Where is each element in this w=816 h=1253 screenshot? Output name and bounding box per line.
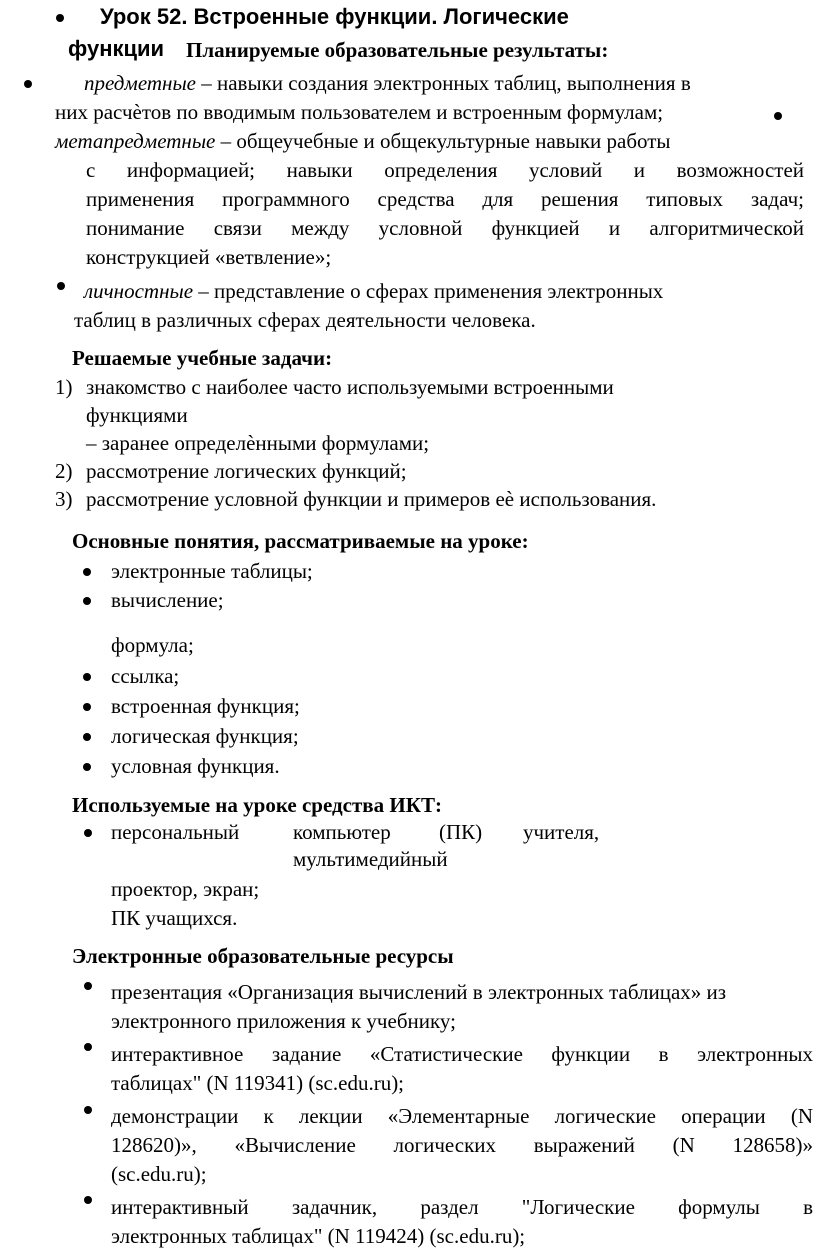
resource-2-line1: интерактивное задание «Статистические функции в электронных xyxy=(111,1042,813,1066)
bullet-icon xyxy=(83,763,91,771)
subject-results-line2: них расчѐтов по вводимым пользователем и встроенным формулам; xyxy=(55,100,664,124)
bullet-icon xyxy=(774,112,782,120)
concepts-heading: Основные понятия, рассматриваемые на уроке: xyxy=(72,529,529,553)
task-1-line1: знакомство с наиболее часто используемыми встроенными xyxy=(86,375,614,399)
resource-3-line1: демонстрации к лекции «Элементарные логические операции (N xyxy=(111,1104,813,1128)
meta-results-line2: с информацией; навыки определения условий и возможностей xyxy=(86,158,804,182)
task-2-number: 2) xyxy=(55,459,73,483)
resource-4-line1: интерактивный задачник, раздел "Логические формулы в xyxy=(111,1195,813,1219)
bullet-icon xyxy=(83,703,91,711)
concept-item: встроенная функция; xyxy=(111,694,300,718)
task-1-number: 1) xyxy=(55,375,73,399)
concept-item: ссылка; xyxy=(111,664,180,688)
subject-term: предметные xyxy=(84,71,196,95)
lesson-title-line1: Урок 52. Встроенные функции. Логические xyxy=(100,4,569,29)
resource-3-line2: 128620)», «Вычисление логических выражений (N 128658)» xyxy=(111,1133,813,1157)
resource-1-line2: электронного приложения к учебнику; xyxy=(111,1009,456,1033)
resource-3-line3: (sc.edu.ru); xyxy=(111,1162,207,1186)
ict-heading: Используемые на уроке средства ИКТ: xyxy=(72,793,442,817)
ict-word: компьютер xyxy=(293,820,391,844)
meta-results-line1: метапредметные – общеучебные и общекультурные навыки работы xyxy=(55,129,671,153)
bullet-icon xyxy=(84,1196,92,1204)
task-3-text: рассмотрение условной функции и примеров еѐ использования. xyxy=(86,487,657,511)
concept-item: электронные таблицы; xyxy=(111,559,313,583)
personal-term: личностные xyxy=(84,279,194,303)
meta-term: метапредметные xyxy=(55,129,216,153)
bullet-icon xyxy=(83,733,91,741)
personal-results-line1: личностные – представление о сферах применения электронных xyxy=(84,279,664,303)
bullet-icon xyxy=(84,982,92,990)
task-2-text: рассмотрение логических функций; xyxy=(86,459,407,483)
subject-results-line1: предметные – навыки создания электронных таблиц, выполнения в xyxy=(84,71,691,95)
concept-item: условная функция. xyxy=(111,754,280,778)
ict-line3: проектор, экран; xyxy=(111,877,260,901)
concept-item: логическая функция; xyxy=(111,724,299,748)
resources-heading: Электронные образовательные ресурсы xyxy=(72,944,454,968)
bullet-icon xyxy=(24,80,32,88)
ict-word: персональный xyxy=(111,820,240,844)
resource-4-line2: электронных таблицах" (N 119424) (sc.edu.ru); xyxy=(111,1224,526,1248)
bullet-icon xyxy=(83,568,91,576)
ict-word: (ПК) xyxy=(439,820,483,844)
bullet-icon xyxy=(84,1106,92,1114)
bullet-icon xyxy=(57,282,65,290)
meta-results-line3: применения программного средства для решения типовых задач; xyxy=(86,187,804,211)
bullet-icon xyxy=(84,829,92,837)
resource-1-line1: презентация «Организация вычислений в электронных таблицах» из xyxy=(111,980,727,1004)
meta-results-line5: конструкцией «ветвление»; xyxy=(86,245,332,269)
results-heading: Планируемые образовательные результаты: xyxy=(186,38,609,62)
task-1-line2: функциями xyxy=(86,403,188,427)
bullet-icon xyxy=(56,14,64,22)
task-3-number: 3) xyxy=(55,487,73,511)
tasks-heading: Решаемые учебные задачи: xyxy=(72,346,333,370)
ict-word: учителя, xyxy=(523,820,600,844)
concept-item: формула; xyxy=(111,633,194,657)
ict-line2: мультимедийный xyxy=(293,847,448,871)
resource-2-line2: таблицах" (N 119341) (sc.edu.ru); xyxy=(111,1071,405,1095)
bullet-icon xyxy=(83,673,91,681)
meta-results-line4: понимание связи между условной функцией и алгоритмической xyxy=(86,216,804,240)
task-1-line3: – заранее определѐнными формулами; xyxy=(86,431,430,455)
bullet-icon xyxy=(83,597,91,605)
personal-results-line2: таблиц в различных сферах деятельности человека. xyxy=(74,308,536,332)
ict-line4: ПК учащихся. xyxy=(111,906,238,930)
concept-item: вычисление; xyxy=(111,588,224,612)
bullet-icon xyxy=(84,1043,92,1051)
lesson-title-line2: функции xyxy=(68,36,165,61)
